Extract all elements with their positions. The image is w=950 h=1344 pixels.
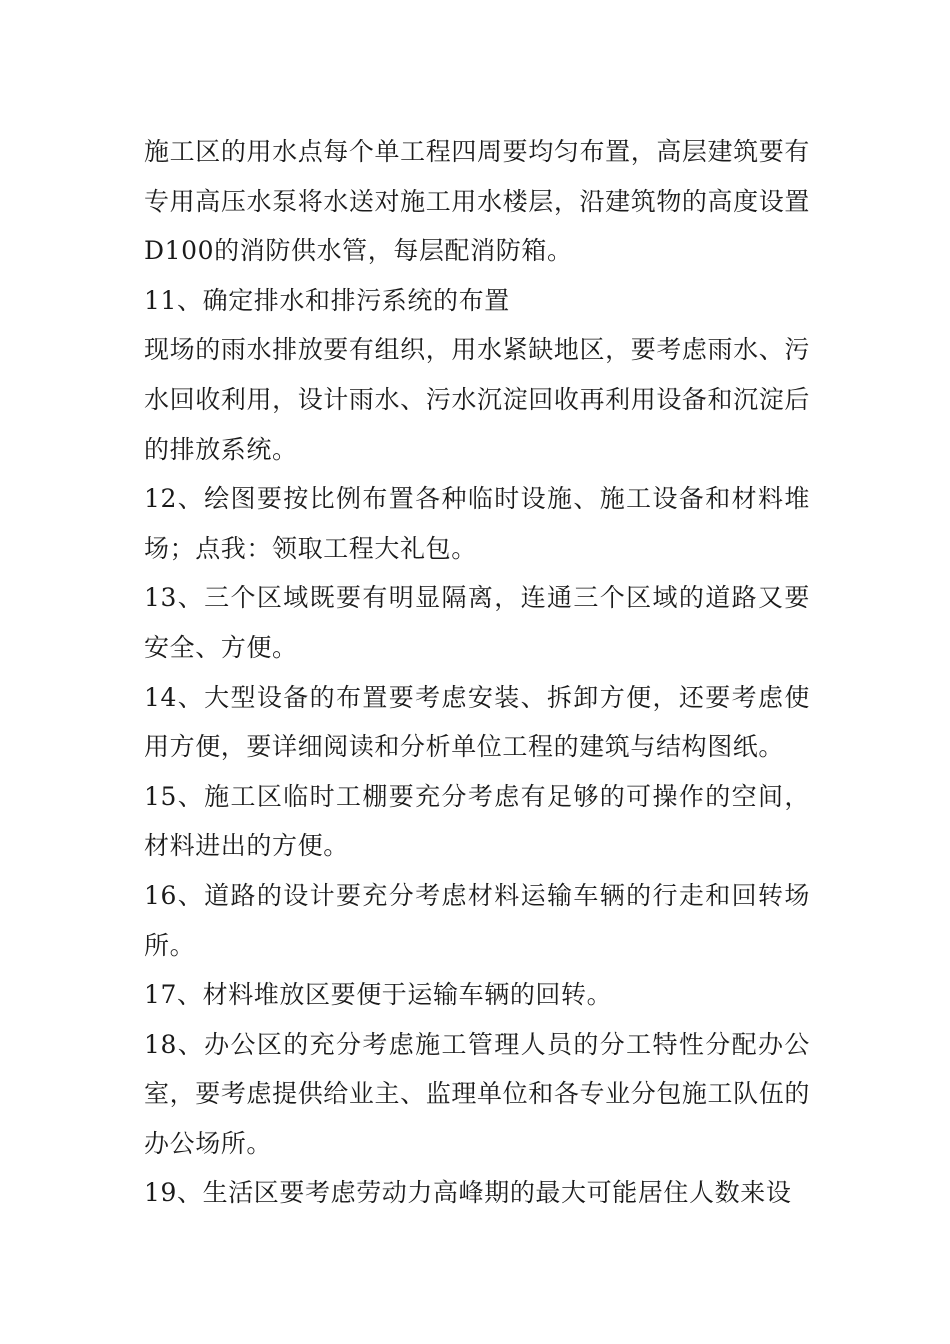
paragraph-item-19: 19、生活区要考虑劳动力高峰期的最大可能居住人数来设 <box>144 1178 792 1208</box>
paragraph-rainwater: 现场的雨水排放要有组织，用水紧缺地区，要考虑雨水、污水回收利用，设计雨水、污水沉淀回收再利用设备和沉淀后的排放系统。 <box>144 335 810 464</box>
paragraph-item-12: 12、绘图要按比例布置各种临时设施、施工设备和材料堆场；点我：领取工程大礼包。 <box>144 484 810 563</box>
paragraph-item-14: 14、大型设备的布置要考虑安装、拆卸方便，还要考虑使用方便，要详细阅读和分析单位工程的建筑与结构图纸。 <box>144 682 810 762</box>
paragraph-item-17: 17、材料堆放区要便于运输车辆的回转。 <box>144 980 613 1010</box>
paragraph-water-supply: 施工区的用水点每个单工程四周要均匀布置，高层建筑要有专用高压水泵将水送对施工用水楼层，沿建筑物的高度设置D100的消防供水管，每层配消防箱。 <box>144 137 810 266</box>
document-body <box>144 127 810 1218</box>
paragraph-item-16: 16、道路的设计要充分考虑材料运输车辆的行走和回转场所。 <box>144 880 810 960</box>
paragraph-item-13: 13、三个区域既要有明显隔离，连通三个区域的道路又要安全、方便。 <box>144 583 810 662</box>
paragraph-item-18: 18、办公区的充分考虑施工管理人员的分工特性分配办公室，要考虑提供给业主、监理单位和各专业分包施工队伍的办公场所。 <box>144 1029 810 1158</box>
paragraph-item-11: 11、确定排水和排污系统的布置 <box>144 285 510 315</box>
paragraph-item-15: 15、施工区临时工棚要充分考虑有足够的可操作的空间，材料进出的方便。 <box>144 781 810 861</box>
